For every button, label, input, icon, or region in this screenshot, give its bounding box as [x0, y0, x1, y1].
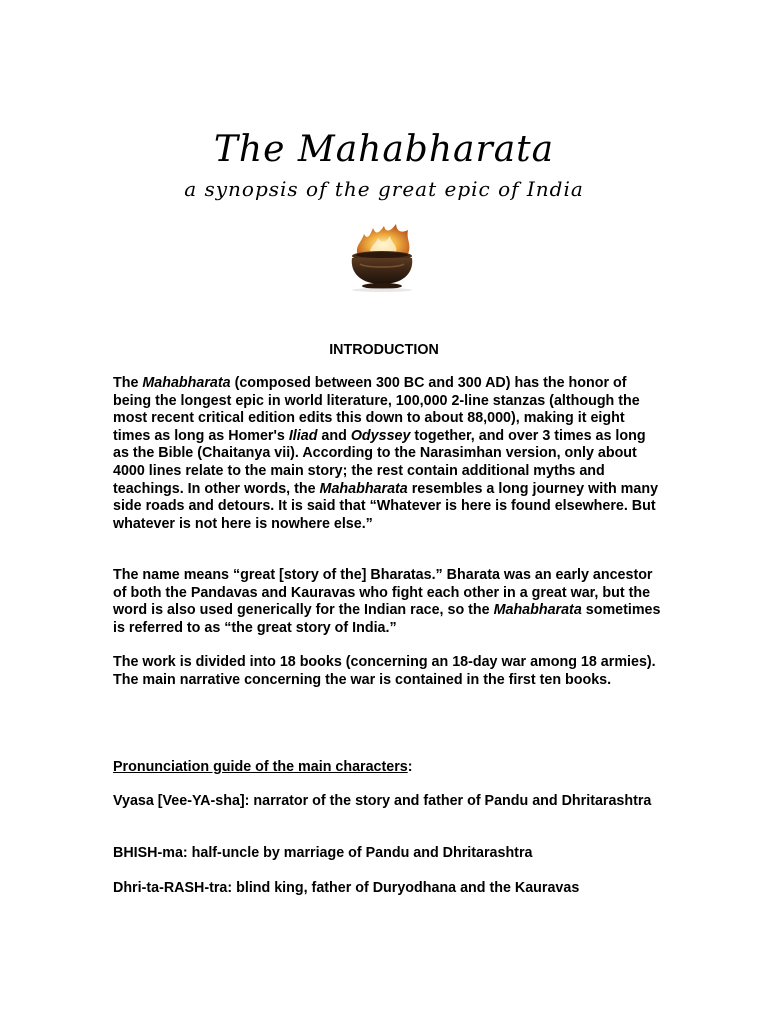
section-heading-introduction: INTRODUCTION [329, 342, 439, 358]
character-entry-vyasa: Vyasa [Vee-YA-sha]: narrator of the story and father of Pandu and Dhritarashtra [113, 793, 652, 809]
character-entry-dhritarashtra: Dhri-ta-RASH-tra: blind king, father of Duryodhana and the Kauravas [113, 880, 580, 896]
flaming-pot-icon [340, 222, 424, 294]
document-subtitle: a synopsis of the great epic of India [184, 177, 584, 201]
pronunciation-guide-heading: Pronunciation guide of the main characters: [113, 759, 413, 775]
character-entry-bhishma: BHISH-ma: half-uncle by marriage of Pandu and Dhritarashtra [113, 845, 533, 861]
document-title: The Mahabharata [213, 129, 555, 170]
intro-paragraph-2: The name means “great [story of the] Bharatas.” Bharata was an early ancestor of both the Pandavas and Kauravas who fight each other in a great war, but the word is also used generically for the Indian race, so the Mahabharata sometimes is referred to as “the great story of India.” [113, 567, 661, 636]
intro-paragraph-1: The Mahabharata (composed between 300 BC and 300 AD) has the honor of being the longest epic in world literature, 100,000 2-line stanzas (although the most recent critical edition edits this down to about 88,000), making it eight times as long as Homer's Iliad and Odyssey together, and over 3 times as long as the Bible (Chaitanya vii). According to the Narasimhan version, only about 4000 lines relate to the main story; the rest contain additional myths and teachings. In other words, the Mahabharata resembles a long journey with many side roads and detours. It is said that “Whatever is here is found elsewhere. But whatever is not here is nowhere else.” [113, 375, 659, 532]
intro-paragraph-3: The work is divided into 18 books (concerning an 18-day war among 18 armies). The main narrative concerning the war is contained in the first ten books. [113, 654, 656, 688]
